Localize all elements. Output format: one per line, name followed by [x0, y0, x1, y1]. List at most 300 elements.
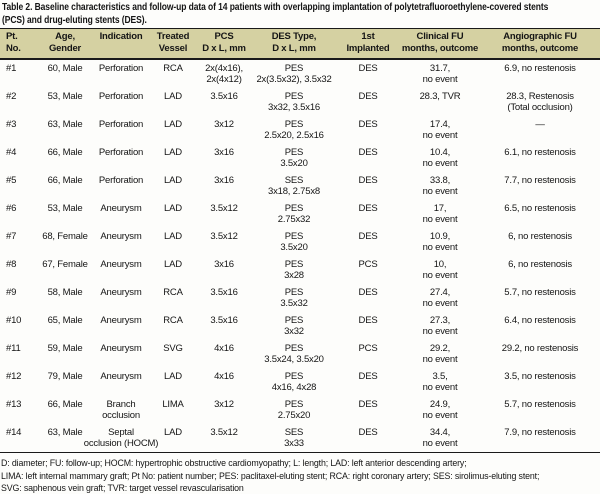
cell-line: occlusion	[102, 410, 140, 421]
angiographic-fu-cell	[480, 343, 600, 366]
pcs-dims-cell	[196, 119, 252, 142]
cell-line: no event	[422, 270, 458, 281]
clinical-fu-cell	[400, 287, 480, 310]
first-implanted-cell	[336, 231, 400, 254]
first-implanted-cell	[336, 343, 400, 366]
cell-line: Aneurysm	[100, 286, 142, 298]
pt-no-cell	[0, 259, 38, 282]
header-indication	[92, 31, 150, 55]
age-gender-cell	[38, 287, 92, 310]
pt-no-cell	[0, 175, 38, 198]
cell-line: occlusion (HOCM)	[83, 438, 159, 449]
cell-line: 63, Male	[47, 118, 83, 130]
cell-line: 10,	[433, 258, 447, 270]
pcs-dims-cell	[196, 343, 252, 366]
cell-line: 3.5x32	[280, 298, 308, 309]
treated-vessel-cell	[150, 119, 196, 142]
treated-vessel-cell	[150, 371, 196, 394]
cell-line: Perforation	[98, 174, 144, 186]
cell-line: #8	[6, 258, 17, 270]
pcs-dims-cell	[196, 63, 252, 86]
indication-cell	[92, 147, 150, 170]
cell-line: PES	[284, 314, 304, 326]
cell-line: PES	[284, 370, 304, 382]
header-line: Gender	[48, 43, 82, 54]
treated-vessel-cell	[150, 91, 196, 114]
cell-line: SES	[284, 174, 304, 186]
age-gender-cell	[38, 147, 92, 170]
cell-line: #13	[6, 398, 22, 410]
age-gender-cell	[38, 399, 92, 422]
first-implanted-cell	[336, 427, 400, 450]
des-type-cell	[252, 175, 336, 198]
treated-vessel-cell	[150, 147, 196, 170]
cell-line: LAD	[164, 426, 182, 438]
cell-line: PES	[284, 90, 304, 102]
cell-line: Branch	[106, 398, 136, 410]
age-gender-cell	[38, 63, 92, 86]
cell-line: DES	[358, 174, 378, 186]
cell-line: no event	[422, 354, 458, 365]
cell-line: 29.2,	[429, 342, 451, 354]
header-line: D x L, mm	[202, 43, 246, 54]
cell-line: 27.3,	[429, 314, 451, 326]
cell-line: no event	[422, 186, 458, 197]
clinical-fu-cell	[400, 315, 480, 338]
cell-line: LAD	[164, 258, 182, 270]
cell-line: 63, Male	[47, 426, 83, 438]
header-angiographic-fu	[480, 31, 600, 55]
cell-line: Aneurysm	[100, 202, 142, 214]
pt-no-cell	[0, 399, 38, 422]
cell-line: LAD	[164, 230, 182, 242]
cell-line: PES	[284, 258, 304, 270]
angiographic-fu-cell	[480, 287, 600, 310]
angiographic-fu-cell	[480, 315, 600, 338]
angiographic-fu-cell	[480, 427, 600, 450]
des-type-cell	[252, 259, 336, 282]
cell-line: PES	[284, 202, 304, 214]
age-gender-cell	[38, 371, 92, 394]
cell-line: Perforation	[98, 146, 144, 158]
des-type-cell	[252, 287, 336, 310]
pcs-dims-cell	[196, 371, 252, 394]
clinical-fu-cell	[400, 119, 480, 142]
cell-line: Aneurysm	[100, 258, 142, 270]
cell-line: 7.7, no restenosis	[504, 174, 576, 186]
cell-line: 3x12	[214, 118, 234, 130]
cell-line: DES	[358, 118, 378, 130]
cell-line: 66, Male	[47, 174, 83, 186]
header-des-type	[252, 31, 336, 55]
angiographic-fu-cell	[480, 91, 600, 114]
cell-line: 24.9,	[429, 398, 451, 410]
indication-cell	[92, 91, 150, 114]
cell-line: 6, no restenosis	[508, 230, 572, 242]
treated-vessel-cell	[150, 63, 196, 86]
header-line: Implanted	[346, 43, 390, 54]
cell-line: DES	[358, 398, 378, 410]
indication-cell	[92, 343, 150, 366]
header-line: months, outcome	[501, 43, 579, 54]
cell-line: #7	[6, 230, 17, 242]
cell-line: no event	[422, 74, 458, 85]
cell-line: #4	[6, 146, 17, 158]
cell-line: 2.75x32	[277, 214, 311, 225]
treated-vessel-cell	[150, 259, 196, 282]
table-body	[0, 60, 600, 453]
cell-line: 4x16, 4x28	[271, 382, 317, 393]
indication-cell	[92, 399, 150, 422]
cell-line: 3x33	[284, 438, 304, 449]
first-implanted-cell	[336, 259, 400, 282]
clinical-fu-cell	[400, 259, 480, 282]
table-row	[0, 228, 600, 256]
des-type-cell	[252, 203, 336, 226]
age-gender-cell	[38, 175, 92, 198]
table-row	[0, 60, 600, 88]
clinical-fu-cell	[400, 63, 480, 86]
cell-line: 4x16	[214, 370, 234, 382]
angiographic-fu-cell	[480, 175, 600, 198]
pcs-dims-cell	[196, 399, 252, 422]
cell-line: 6.9, no restenosis	[504, 62, 576, 74]
table-row	[0, 284, 600, 312]
cell-line: 60, Male	[47, 62, 83, 74]
cell-line: PES	[284, 286, 304, 298]
cell-line: 4x16	[214, 342, 234, 354]
cell-line: 3x18, 2.75x8	[267, 186, 320, 197]
header-first-implanted	[336, 31, 400, 55]
cell-line: 7.9, no restenosis	[504, 426, 576, 438]
cell-line: PES	[284, 62, 304, 74]
angiographic-fu-cell	[480, 63, 600, 86]
cell-line: 65, Male	[47, 314, 83, 326]
cell-line: 66, Male	[47, 146, 83, 158]
first-implanted-cell	[336, 175, 400, 198]
header-line: months, outcome	[401, 43, 479, 54]
pcs-dims-cell	[196, 203, 252, 226]
cell-line: 79, Male	[47, 370, 83, 382]
cell-line: 5.7, no restenosis	[504, 286, 576, 298]
cell-line: PCS	[358, 258, 378, 270]
clinical-fu-cell	[400, 399, 480, 422]
cell-line: 3x16	[214, 258, 234, 270]
header-line: Angiographic FU	[503, 31, 577, 42]
cell-line: DES	[358, 62, 378, 74]
pt-no-cell	[0, 231, 38, 254]
cell-line: PES	[284, 118, 304, 130]
header-line: Vessel	[158, 43, 188, 54]
clinical-fu-cell	[400, 203, 480, 226]
header-line: Pt.	[6, 31, 18, 42]
first-implanted-cell	[336, 63, 400, 86]
cell-line: PES	[284, 230, 304, 242]
cell-line: (Total occlusion)	[507, 102, 573, 113]
indication-cell	[92, 287, 150, 310]
des-type-cell	[252, 63, 336, 86]
pt-no-cell	[0, 63, 38, 86]
clinical-fu-cell	[400, 343, 480, 366]
table-row	[0, 172, 600, 200]
treated-vessel-cell	[150, 399, 196, 422]
clinical-fu-cell	[400, 231, 480, 254]
table-footnote	[0, 453, 600, 494]
cell-line: 10.4,	[429, 146, 451, 158]
pt-no-cell	[0, 427, 38, 450]
pt-no-cell	[0, 119, 38, 142]
cell-line: 3x28	[284, 270, 304, 281]
header-line: D x L, mm	[272, 43, 316, 54]
treated-vessel-cell	[150, 343, 196, 366]
des-type-cell	[252, 343, 336, 366]
first-implanted-cell	[336, 203, 400, 226]
cell-line: #11	[6, 342, 21, 354]
age-gender-cell	[38, 91, 92, 114]
cell-line: DES	[358, 90, 378, 102]
cell-line: Perforation	[98, 90, 144, 102]
cell-line: 59, Male	[47, 342, 83, 354]
indication-cell	[83, 426, 159, 450]
age-gender-cell	[38, 203, 92, 226]
pcs-dims-cell	[196, 91, 252, 114]
cell-line: 3.5,	[432, 370, 448, 382]
cell-line: 3x32, 3.5x16	[267, 102, 320, 113]
age-gender-cell	[38, 119, 92, 142]
cell-line: LAD	[164, 90, 182, 102]
des-type-cell	[252, 371, 336, 394]
header-line: No.	[6, 43, 21, 54]
indication-cell	[92, 63, 150, 86]
first-implanted-cell	[336, 287, 400, 310]
cell-line: #3	[6, 118, 17, 130]
header-line: Clinical FU	[416, 31, 464, 42]
cell-line: 27.4,	[429, 286, 451, 298]
pt-no-cell	[0, 343, 38, 366]
indication-cell	[92, 231, 150, 254]
cell-line: DES	[358, 426, 378, 438]
cell-line: 3.5x16	[210, 286, 238, 298]
footnote-line-2: LIMA: left internal mammary graft; Pt No: patient number; PES: paclitaxel-eluting stent; RCA: right coronary artery; SES: sirolimus-eluting stent;	[1, 470, 540, 481]
indication-cell	[92, 315, 150, 338]
first-implanted-cell	[336, 91, 400, 114]
pcs-dims-cell	[196, 175, 252, 198]
angiographic-fu-cell	[480, 399, 600, 422]
header-age-gender	[38, 31, 92, 55]
header-line: PCS	[214, 31, 234, 42]
cell-line: 3x16	[214, 146, 234, 158]
cell-line: SVG	[163, 342, 183, 354]
cell-line: 31.7,	[429, 62, 451, 74]
cell-line: #9	[6, 286, 17, 298]
pcs-dims-cell	[196, 259, 252, 282]
first-implanted-cell	[336, 147, 400, 170]
cell-line: Aneurysm	[100, 370, 142, 382]
angiographic-fu-cell	[480, 147, 600, 170]
age-gender-cell	[38, 231, 92, 254]
pt-no-cell	[0, 287, 38, 310]
indication-cell	[92, 259, 150, 282]
pt-no-cell	[0, 147, 38, 170]
cell-line: Aneurysm	[100, 230, 142, 242]
pcs-dims-cell	[196, 315, 252, 338]
cell-line: no event	[422, 438, 458, 449]
angiographic-fu-cell	[480, 231, 600, 254]
header-line: Age,	[55, 31, 75, 42]
cell-line: no event	[422, 298, 458, 309]
clinical-fu-cell	[400, 427, 480, 450]
indication-cell	[92, 203, 150, 226]
cell-line: #6	[6, 202, 17, 214]
pcs-dims-cell	[196, 287, 252, 310]
cell-line: 53, Male	[47, 202, 83, 214]
indication-cell	[92, 175, 150, 198]
cell-line: 3.5x20	[280, 242, 308, 253]
first-implanted-cell	[336, 371, 400, 394]
header-line: Indication	[99, 31, 143, 42]
cell-line: 10.9,	[429, 230, 451, 242]
table-row	[0, 116, 600, 144]
cell-line: 17,	[433, 202, 447, 214]
treated-vessel-cell	[150, 427, 196, 450]
des-type-cell	[252, 427, 336, 450]
cell-line: 6, no restenosis	[508, 258, 572, 270]
indication-cell	[92, 119, 150, 142]
cell-line: 67, Female	[42, 258, 88, 270]
first-implanted-cell	[336, 399, 400, 422]
cell-line: 6.4, no restenosis	[504, 314, 576, 326]
des-type-cell	[252, 119, 336, 142]
des-type-cell	[252, 315, 336, 338]
cell-line: 3.5x16	[210, 314, 238, 326]
cell-line: LIMA	[162, 398, 184, 410]
cell-line: 28.3, TVR	[419, 90, 461, 102]
cell-line: 3x12	[214, 398, 234, 410]
cell-line: 3.5x16	[210, 90, 238, 102]
angiographic-fu-cell	[480, 203, 600, 226]
header-line: DES Type,	[271, 31, 317, 42]
angiographic-fu-cell	[480, 371, 600, 394]
des-type-cell	[252, 399, 336, 422]
treated-vessel-cell	[150, 231, 196, 254]
cell-line: 3.5, no restenosis	[504, 370, 576, 382]
cell-line: no event	[422, 214, 458, 225]
cell-line: LAD	[164, 202, 182, 214]
footnote-line-3: SVG: saphenous vein graft; TVR: target vessel revascularisation	[1, 483, 244, 493]
first-implanted-cell	[336, 315, 400, 338]
cell-line: 6.5, no restenosis	[504, 202, 576, 214]
age-gender-cell	[38, 259, 92, 282]
cell-line: 3.5x20	[280, 158, 308, 169]
header-pcs-dims	[196, 31, 252, 55]
cell-line: 28.3, Restenosis	[506, 90, 574, 102]
header-pt-no	[0, 31, 38, 55]
cell-line: no event	[422, 130, 458, 141]
cell-line: PCS	[358, 342, 378, 354]
table-title-line-2: (PCS) and drug-eluting stents (DES).	[2, 14, 147, 26]
cell-line: Perforation	[98, 118, 144, 130]
treated-vessel-cell	[150, 203, 196, 226]
cell-line: Septal	[108, 426, 134, 438]
cell-line: #10	[6, 314, 22, 326]
pcs-dims-cell	[196, 427, 252, 450]
table-row	[0, 340, 600, 368]
cell-line: DES	[358, 286, 378, 298]
cell-line: #1	[6, 62, 17, 74]
cell-line: 3.5x12	[210, 230, 238, 242]
cell-line: 3.5x12	[210, 426, 238, 438]
cell-line: LAD	[164, 146, 182, 158]
cell-line: 34.4,	[429, 426, 451, 438]
cell-line: DES	[358, 202, 378, 214]
cell-line: 3.5x24, 3.5x20	[264, 354, 324, 365]
pt-no-cell	[0, 371, 38, 394]
header-treated-vessel	[150, 31, 196, 55]
age-gender-cell	[38, 315, 92, 338]
cell-line: 2x(3.5x32), 3.5x32	[256, 74, 332, 85]
cell-line: #2	[6, 90, 17, 102]
first-implanted-cell	[336, 119, 400, 142]
clinical-fu-cell	[400, 147, 480, 170]
cell-line: #14	[6, 426, 22, 438]
cell-line: LAD	[164, 118, 182, 130]
clinical-fu-cell	[400, 371, 480, 394]
table-row	[0, 368, 600, 396]
cell-line: 58, Male	[47, 286, 83, 298]
cell-line: 6.1, no restenosis	[504, 146, 576, 158]
table-header-row	[0, 28, 600, 60]
cell-line: Perforation	[98, 62, 144, 74]
table-row	[0, 312, 600, 340]
table-title-line-1: Table 2. Baseline characteristics and follow-up data of 14 patients with overlapping implantation of polytetrafluoroethylene-covered stents	[2, 2, 549, 13]
des-type-cell	[252, 91, 336, 114]
cell-line: #5	[6, 174, 17, 186]
pt-no-cell	[0, 203, 38, 226]
cell-line: PES	[284, 398, 304, 410]
pt-no-cell	[0, 91, 38, 114]
cell-line: no event	[422, 326, 458, 337]
table-row	[0, 200, 600, 228]
clinical-fu-cell	[400, 175, 480, 198]
cell-line: 3x32	[284, 326, 304, 337]
cell-line: Aneurysm	[100, 314, 142, 326]
cell-line: 2x(4x12)	[206, 74, 242, 85]
cell-line: RCA	[163, 62, 183, 74]
treated-vessel-cell	[150, 175, 196, 198]
cell-line: DES	[358, 146, 378, 158]
header-line: 1st	[361, 31, 375, 42]
cell-line: 5.7, no restenosis	[504, 398, 576, 410]
cell-line: no event	[422, 382, 458, 393]
cell-line: —	[535, 118, 545, 130]
des-type-cell	[252, 147, 336, 170]
cell-line: RCA	[163, 314, 183, 326]
cell-line: no event	[422, 410, 458, 421]
pt-no-cell	[0, 315, 38, 338]
clinical-fu-cell	[400, 91, 480, 114]
cell-line: 53, Male	[47, 90, 83, 102]
pcs-dims-cell	[196, 231, 252, 254]
cell-line: SES	[284, 426, 304, 438]
cell-line: 66, Male	[47, 398, 83, 410]
cell-line: 3.5x12	[210, 202, 238, 214]
cell-line: 29.2, no restenosis	[501, 342, 579, 354]
cell-line: #12	[6, 370, 22, 382]
des-type-cell	[252, 231, 336, 254]
cell-line: 2.75x20	[277, 410, 311, 421]
cell-line: 17.4,	[429, 118, 451, 130]
table-row	[0, 396, 600, 424]
